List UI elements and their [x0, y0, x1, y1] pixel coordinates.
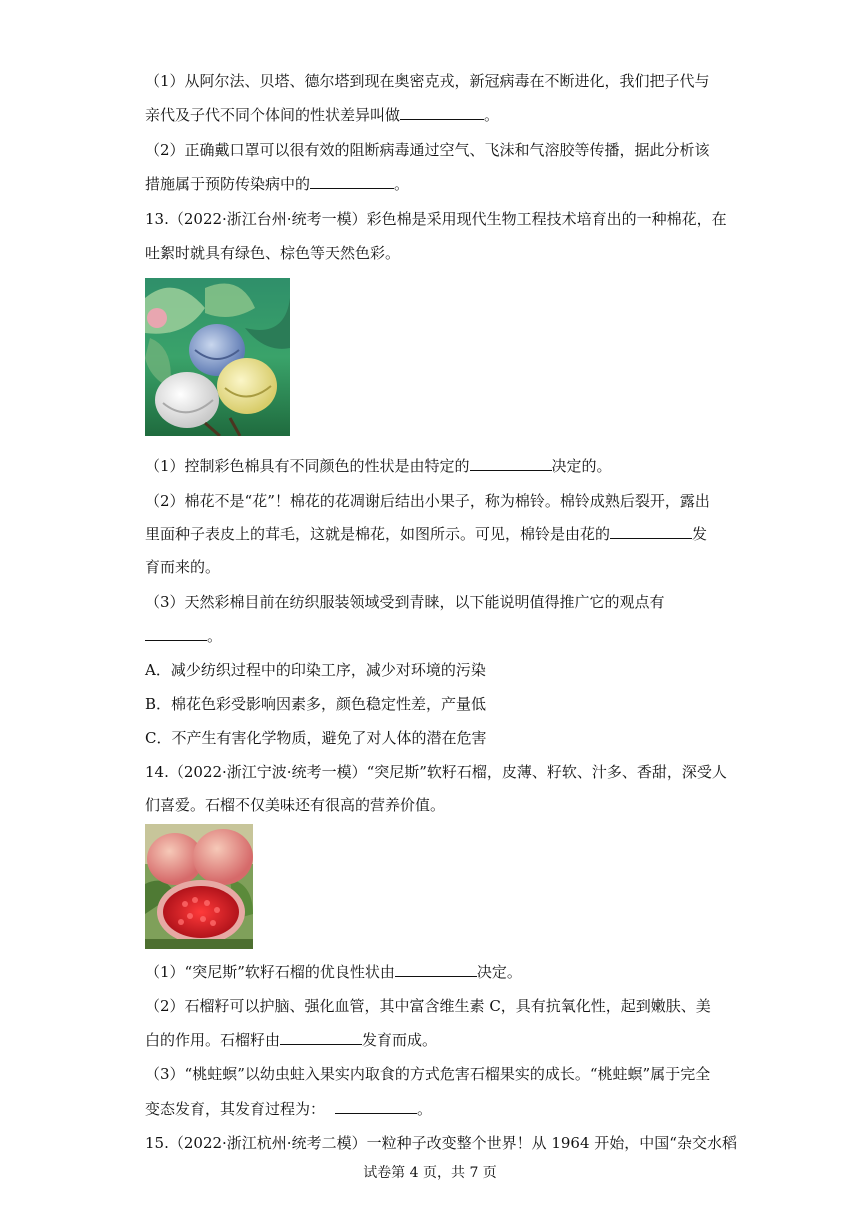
q12-part1-line1: （1）从阿尔法、贝塔、德尔塔到现在奥密克戎，新冠病毒在不断进化，我们把子代与: [145, 72, 710, 90]
answer-blank: [470, 456, 552, 471]
pomegranate-photo: [145, 824, 253, 949]
answer-blank: [335, 1099, 417, 1114]
answer-blank: [395, 962, 477, 977]
q12-part1-line2: 亲代及子代不同个体间的性状差异叫做 。: [145, 106, 500, 124]
q13-sub2-line2: 里面种子表皮上的茸毛，这就是棉花，如图所示。可见，棉铃是由花的 发: [145, 525, 708, 543]
answer-blank: [610, 524, 692, 539]
q14-sub2-line1: （2）石榴籽可以护脑、强化血管，其中富含维生素 C，具有抗氧化性，起到嫩肤、美: [145, 997, 711, 1015]
colored-cotton-photo: [145, 278, 290, 436]
q14-sub2-line2: 白的作用。石榴籽由 发育而成。: [145, 1031, 438, 1049]
q13-header-line1: 13.（2022·浙江台州·统考一模）彩色棉是采用现代生物工程技术培育出的一种棉花，在: [145, 210, 727, 228]
page-footer: 试卷第 4 页，共 7 页: [363, 1165, 497, 1181]
q13-sub3-line1: （3）天然彩棉目前在纺织服装领域受到青睐，以下能说明值得推广它的观点有: [145, 593, 665, 611]
q13-sub3-line2: 。: [145, 626, 222, 646]
q14-sub1: （1）“突尼斯”软籽石榴的优良性状由 决定。: [145, 963, 522, 981]
q14-sub3-line2: 变态发育，其发育过程为： 。: [145, 1100, 433, 1118]
option-a: A．减少纺织过程中的印染工序，减少对环境的污染: [145, 661, 486, 679]
q14-header-line1: 14.（2022·浙江宁波·统考一模）“突尼斯”软籽石榴，皮薄、籽软、汁多、香甜，深受人: [145, 763, 727, 781]
answer-blank: [280, 1030, 362, 1045]
answer-blank: [145, 626, 207, 641]
q14-sub3-line1: （3）“桃蛀螟”以幼虫蛀入果实内取食的方式危害石榴果实的成长。“桃蛀螟”属于完全: [145, 1065, 711, 1083]
answer-blank: [400, 105, 484, 120]
option-c: C．不产生有害化学物质，避免了对人体的潜在危害: [145, 729, 487, 747]
q12-part2-line2: 措施属于预防传染病中的 。: [145, 175, 410, 193]
q13-header-line2: 吐絮时就具有绿色、棕色等天然色彩。: [145, 244, 401, 262]
option-b: B．棉花色彩受影响因素多，颜色稳定性差，产量低: [145, 695, 487, 713]
answer-blank: [310, 174, 394, 189]
q15-header-line1: 15.（2022·浙江杭州·统考二模）一粒种子改变整个世界！从 1964 开始，中国“杂交水稻: [145, 1134, 737, 1152]
q14-header-line2: 们喜爱。石榴不仅美味还有很高的营养价值。: [145, 796, 446, 814]
q12-part2-line1: （2）正确戴口罩可以很有效的阻断病毒通过空气、飞沫和气溶胶等传播，据此分析该: [145, 141, 710, 159]
q13-sub2-line1: （2）棉花不是“花”！棉花的花凋谢后结出小果子，称为棉铃。棉铃成熟后裂开，露出: [145, 492, 710, 510]
q13-sub2-line3: 育而来的。: [145, 558, 221, 576]
q13-sub1: （1）控制彩色棉具有不同颜色的性状是由特定的 决定的。: [145, 457, 612, 475]
